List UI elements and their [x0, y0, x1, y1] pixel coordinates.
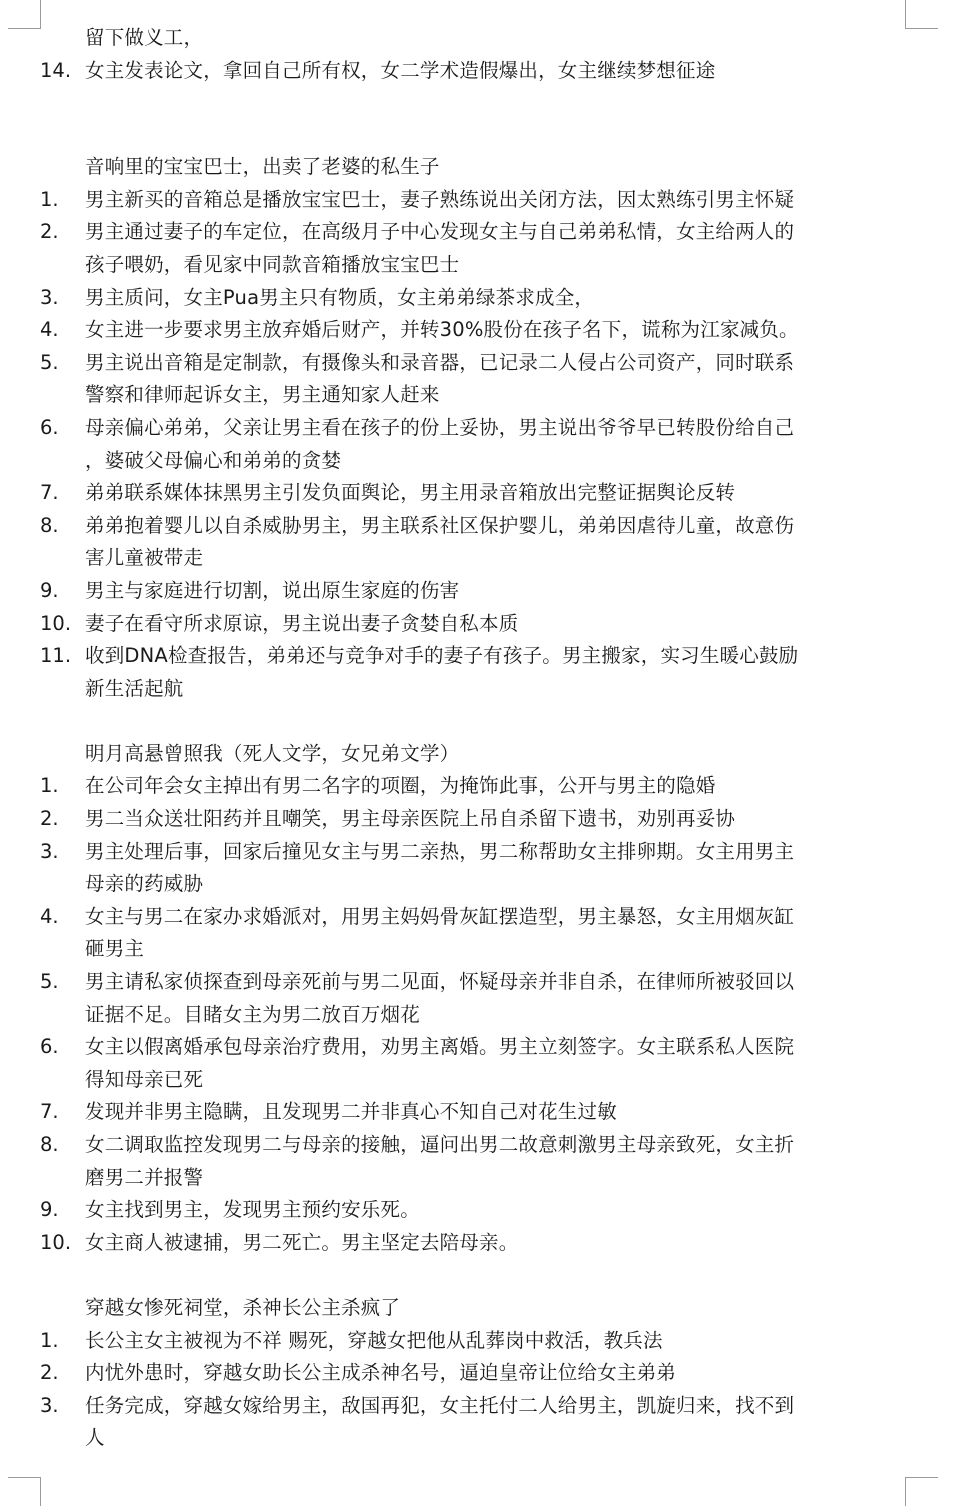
list-item: [0, 412, 979, 477]
list-item-line: [0, 1129, 979, 1162]
list-item-text: 得知母亲已死: [85, 1067, 204, 1091]
outline-section: [0, 705, 979, 1259]
list-item-text: 害儿童被带走: [85, 546, 204, 570]
list-item-number: 3.: [40, 1393, 59, 1417]
list-item-line: [0, 868, 979, 901]
list-item-text: 女主商人被逮捕，男二死亡。男主坚定去陪母亲。: [85, 1230, 519, 1254]
list-item: [0, 314, 979, 347]
list-item-line: [0, 445, 979, 478]
section-title-text: 明月高悬曾照我（死人文学，女兄弟文学）: [85, 741, 460, 765]
list-item-text: 孩子喂奶，看见家中同款音箱播放宝宝巴士: [85, 252, 460, 276]
list-item: [0, 803, 979, 836]
list-item-line: [0, 1390, 979, 1423]
list-item-number: 4.: [40, 904, 59, 928]
list-item-line: [0, 1064, 979, 1097]
list-item: [0, 216, 979, 281]
list-item-number: 5.: [40, 350, 59, 374]
list-item: [0, 1096, 979, 1129]
list-item-line: [0, 1357, 979, 1390]
crop-mark-bottom-right: [905, 1477, 938, 1506]
list-item-text: 弟弟抱着婴儿以自杀威胁男主，男主联系社区保护婴儿，弟弟因虐待儿童，故意伤: [85, 513, 795, 537]
list-item-text: 警察和律师起诉女主，男主通知家人赶来: [85, 383, 440, 407]
list-item-text: 证据不足。目睹女主为男二放百万烟花: [85, 1002, 420, 1026]
list-item-text: 男主请私家侦探查到母亲死前与男二见面，怀疑母亲并非自杀，在律师所被驳回以: [85, 970, 795, 994]
list-item: [0, 966, 979, 1031]
list-item-line: [0, 901, 979, 934]
list-item: [0, 1031, 979, 1096]
list-item-number: 7.: [40, 481, 59, 505]
list-item-line: [0, 1031, 979, 1064]
list-item: [0, 477, 979, 510]
outline-section: [0, 87, 979, 705]
list-item-number: 8.: [40, 1133, 59, 1156]
list-item-text: 新生活起航: [85, 676, 184, 700]
list-item-line: [0, 1227, 979, 1260]
list-item-text: 男主处理后事，回家后撞见女主与男二亲热，男二称帮助女主排卵期。女主用男主: [85, 839, 795, 863]
list-item-number: 11.: [40, 644, 72, 668]
outline-section: [0, 22, 979, 87]
list-item-line: [0, 282, 979, 315]
list-item-number: 14.: [40, 58, 72, 82]
list-item: [0, 55, 979, 88]
list-item-number: 10.: [40, 1230, 72, 1254]
list-item-text: 任务完成，穿越女嫁给男主，敌国再犯，女主托付二人给男主，凯旋归来，找不到: [85, 1393, 795, 1417]
list-item: [0, 770, 979, 803]
list-item-line: [0, 608, 979, 641]
list-item-number: 9.: [40, 578, 59, 602]
list-item-text: 砸男主: [85, 937, 145, 961]
list-item: [0, 22, 979, 55]
list-item-text: 妻子在看守所求原谅，男主说出妻子贪婪自私本质: [85, 611, 519, 635]
list-item-text: 母亲偏心弟弟，父亲让男主看在孩子的份上妥协，男主说出爷爷早已转股份给自己: [85, 415, 795, 439]
list-item-text: 男主质问，女主Pua男主只有物质，女主弟弟绿茶求成全，: [85, 285, 595, 309]
list-item-number: 3.: [40, 285, 59, 309]
list-item-number: 1.: [40, 774, 59, 798]
section-title-text: 穿越女惨死祠堂，杀神长公主杀疯了: [85, 1295, 401, 1319]
list-item-line: [0, 803, 979, 836]
list-item: [0, 836, 979, 901]
list-item-line: [0, 379, 979, 412]
list-item-text: 在公司年会女主掉出有男二名字的项圈，为掩饰此事，公开与男主的隐婚: [85, 774, 716, 798]
list-item-text: 男主通过妻子的车定位，在高级月子中心发现女主与自己弟弟私情，女主给两人的: [85, 220, 795, 244]
list-item-text: 女二调取监控发现男二与母亲的接触，逼问出男二故意刺激男主母亲致死，女主折: [85, 1133, 795, 1156]
outline-section: [0, 1259, 979, 1455]
list-item: [0, 282, 979, 315]
list-item-text: 女主发表论文，拿回自己所有权，女二学术造假爆出，女主继续梦想征途: [85, 58, 716, 82]
list-item-text: 收到DNA检查报告，弟弟还与竞争对手的妻子有孩子。男主搬家，实习生暖心鼓励: [85, 644, 799, 668]
list-item: [0, 901, 979, 966]
list-item-number: 2.: [40, 1361, 59, 1385]
list-item-line: [0, 673, 979, 706]
list-item-line: [0, 966, 979, 999]
list-item-line: [0, 999, 979, 1032]
list-item-line: [0, 22, 979, 55]
list-item-line: [0, 575, 979, 608]
list-item-text: 男二当众送壮阳药并且嘲笑，男主母亲医院上吊自杀留下遗书，劝别再妥协: [85, 807, 736, 831]
list-item-number: 10.: [40, 611, 72, 635]
list-item-number: 2.: [40, 220, 59, 244]
section-title: [0, 1292, 979, 1325]
document-body: [0, 22, 979, 1455]
list-item-line: [0, 933, 979, 966]
list-item-line: [0, 249, 979, 282]
list-item-text: 女主与男二在家办求婚派对，用男主妈妈骨灰缸摆造型，男主暴怒，女主用烟灰缸: [85, 904, 795, 928]
list-item-line: [0, 770, 979, 803]
list-item-text: 女主以假离婚承包母亲治疗费用，劝男主离婚。男主立刻签字。女主联系私人医院: [85, 1035, 795, 1059]
crop-mark-bottom-left: [8, 1477, 41, 1506]
list-item-line: [0, 542, 979, 575]
list-item-line: [0, 836, 979, 869]
list-item-text: 发现并非男主隐瞒，且发现男二并非真心不知自己对花生过敏: [85, 1100, 617, 1124]
list-item-text: 男主新买的音箱总是播放宝宝巴士，妻子熟练说出关闭方法，因太熟练引男主怀疑: [85, 187, 795, 211]
list-item-line: [0, 510, 979, 543]
section-title: [0, 738, 979, 771]
list-item-number: 6.: [40, 415, 59, 439]
list-item-number: 5.: [40, 970, 59, 994]
list-item: [0, 575, 979, 608]
section-title-text: 音响里的宝宝巴士，出卖了老婆的私生子: [85, 155, 440, 179]
section-spacer: [0, 705, 979, 738]
list-item: [0, 640, 979, 705]
list-item-line: [0, 347, 979, 380]
list-item-number: 6.: [40, 1035, 59, 1059]
list-item-line: [0, 1325, 979, 1358]
list-item-line: [0, 412, 979, 445]
list-item-line: [0, 314, 979, 347]
list-item-line: [0, 640, 979, 673]
list-item: [0, 510, 979, 575]
list-item: [0, 1390, 979, 1455]
list-item-text: 留下做义工，: [85, 26, 204, 49]
list-item-number: 7.: [40, 1100, 59, 1124]
list-item-text: 女主进一步要求男主放弃婚后财产，并转30%股份在孩子名下，谎称为江家减负。: [85, 318, 799, 342]
list-item-text: 内忧外患时，穿越女助长公主成杀神名号，逼迫皇帝让位给女主弟弟: [85, 1361, 677, 1385]
list-item-number: 3.: [40, 839, 59, 863]
list-item-text: 男主说出音箱是定制款，有摄像头和录音器，已记录二人侵占公司资产，同时联系: [85, 350, 795, 374]
list-item-number: 8.: [40, 513, 59, 537]
list-item-text: 弟弟联系媒体抹黑男主引发负面舆论，男主用录音箱放出完整证据舆论反转: [85, 481, 736, 505]
list-item-text: ，婆破父母偏心和弟弟的贪婪: [85, 448, 342, 472]
list-item-text: 男主与家庭进行切割，说出原生家庭的伤害: [85, 578, 460, 602]
list-item-text: 长公主女主被视为不祥 赐死，穿越女把他从乱葬岗中救活，教兵法: [85, 1328, 663, 1352]
list-item-text: 母亲的药威胁: [85, 872, 204, 896]
section-spacer: [0, 87, 979, 151]
list-item-line: [0, 184, 979, 217]
list-item-line: [0, 55, 979, 88]
list-item-line: [0, 1162, 979, 1195]
list-item-line: [0, 1422, 979, 1455]
list-item-text: 人: [85, 1426, 105, 1450]
list-item-number: 4.: [40, 318, 59, 342]
list-item-number: 2.: [40, 807, 59, 831]
list-item: [0, 608, 979, 641]
section-spacer: [0, 1259, 979, 1292]
list-item-number: 1.: [40, 187, 59, 211]
list-item-text: 磨男二并报警: [85, 1165, 204, 1189]
list-item-line: [0, 1194, 979, 1227]
list-item: [0, 1194, 979, 1227]
section-title: [0, 151, 979, 184]
list-item: [0, 1325, 979, 1358]
list-item: [0, 347, 979, 412]
list-item: [0, 1227, 979, 1260]
list-item-text: 女主找到男主，发现男主预约安乐死。: [85, 1198, 420, 1222]
list-item-number: 1.: [40, 1328, 59, 1352]
list-item-number: 9.: [40, 1198, 59, 1222]
list-item-line: [0, 216, 979, 249]
list-item: [0, 1129, 979, 1194]
list-item-line: [0, 477, 979, 510]
list-item: [0, 1357, 979, 1390]
list-item: [0, 184, 979, 217]
list-item-line: [0, 1096, 979, 1129]
